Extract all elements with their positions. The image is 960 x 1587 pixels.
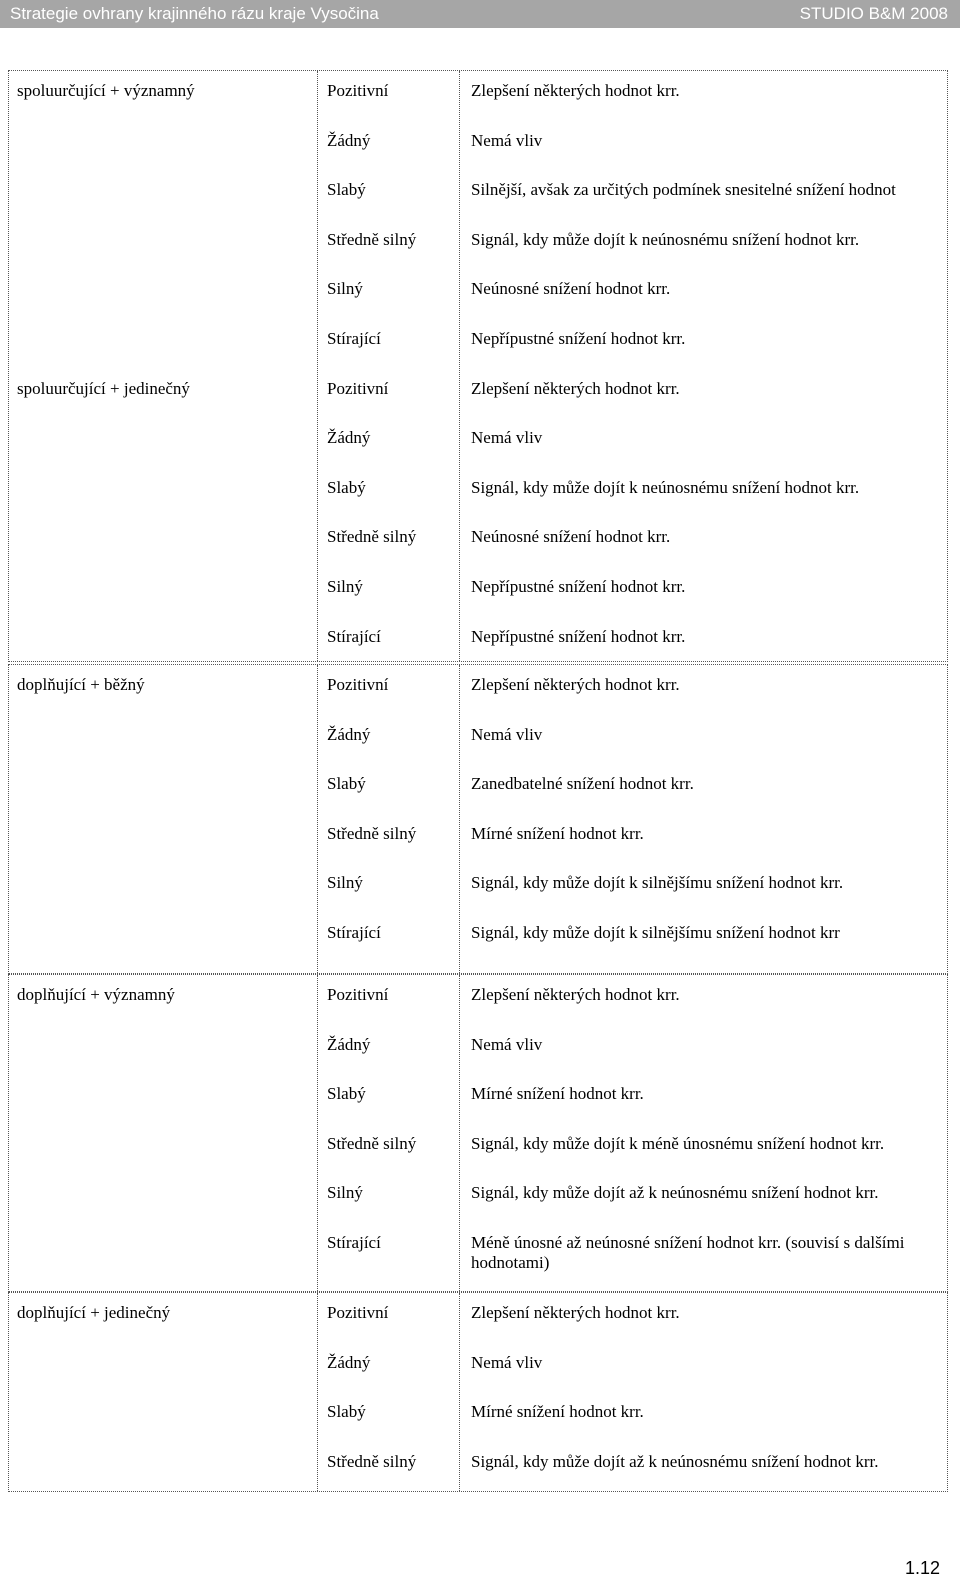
table-section [8,70,948,662]
effect-cell: Mírné snížení hodnot krr. [471,1402,644,1422]
document-title: Strategie ovhrany krajinného rázu kraje Vysočina [10,4,379,23]
level-cell: Středně silný [327,1451,417,1471]
level-cell: Silný [327,873,363,893]
effect-cell: Nemá vliv [471,130,543,150]
category-cell: spoluurčující + jedinečný [17,378,190,398]
level-cell: Středně silný [327,1133,417,1153]
table-row [9,1173,947,1223]
level-cell: Pozitivní [327,81,389,100]
level-cell: Žádný [327,428,371,448]
table-row [9,319,947,369]
table-row [9,1293,947,1343]
table-row [9,121,947,171]
effect-cell: Zlepšení některých hodnot krr. [471,81,680,100]
table-row [9,1392,947,1442]
level-cell: Středně silný [327,229,417,249]
studio-label: STUDIO B&M 2008 [799,4,948,23]
impact-table [8,70,948,1492]
category-cell: doplňující + jedinečný [17,1303,171,1322]
effect-cell: Signál, kdy může dojít k neúnosnému snížení hodnot krr. [471,477,860,497]
category-cell: doplňující + významný [17,985,175,1004]
category-cell: doplňující + běžný [17,675,145,694]
table-row [9,975,947,1025]
effect-cell: Signál, kdy může dojít k méně únosnému snížení hodnot krr. [471,1133,885,1153]
level-cell: Žádný [327,1352,371,1372]
level-cell: Žádný [327,1034,371,1054]
level-cell: Žádný [327,724,371,744]
level-cell: Slabý [327,180,366,200]
table-section [8,664,948,974]
effect-cell: Zanedbatelné snížení hodnot krr. [471,774,694,794]
level-cell: Stírající [327,328,381,348]
level-cell: Silný [327,1183,363,1203]
effect-cell: Méně únosné až neúnosné snížení hodnot krr. (souvisí s dalšími hodnotami) [471,1232,905,1272]
level-cell: Slabý [327,774,366,794]
effect-cell: Signál, kdy může dojít k neúnosnému snížení hodnot krr. [471,229,860,249]
level-cell: Žádný [327,130,371,150]
level-cell: Slabý [327,477,366,497]
table-section [8,974,948,1292]
level-cell: Stírající [327,626,381,646]
effect-cell: Zlepšení některých hodnot krr. [471,985,680,1004]
table-row [9,1074,947,1124]
effect-cell: Nemá vliv [471,724,543,744]
table-row [9,1223,947,1293]
table-row [9,1343,947,1393]
table-row [9,913,947,963]
table-row [9,170,947,220]
category-cell: spoluurčující + významný [17,81,195,100]
table-row [9,1124,947,1174]
table-row [9,418,947,468]
table-row [9,863,947,913]
page-number: 1.12 [904,1558,940,1578]
table-row [9,715,947,765]
effect-cell: Signál, kdy může dojít až k neúnosnému snížení hodnot krr. [471,1183,879,1203]
effect-cell: Nemá vliv [471,1352,543,1372]
effect-cell: Nepřípustné snížení hodnot krr. [471,576,686,596]
effect-cell: Nepřípustné snížení hodnot krr. [471,626,686,646]
effect-cell: Signál, kdy může dojít k silnějšímu snížení hodnot krr. [471,873,844,893]
level-cell: Stírající [327,1232,381,1252]
effect-cell: Nemá vliv [471,1034,543,1054]
level-cell: Středně silný [327,527,417,547]
level-cell: Stírající [327,922,381,942]
table-row [9,567,947,617]
table-section [8,1292,948,1492]
table-row [9,1025,947,1075]
effect-cell: Mírné snížení hodnot krr. [471,1084,644,1104]
level-cell: Pozitivní [327,675,389,694]
table-row [9,1442,947,1492]
table-row [9,269,947,319]
level-cell: Pozitivní [327,1303,389,1322]
table-row [9,665,947,715]
table-row [9,517,947,567]
level-cell: Slabý [327,1084,366,1104]
effect-cell: Zlepšení některých hodnot krr. [471,675,680,694]
effect-cell: Mírné snížení hodnot krr. [471,823,644,843]
level-cell: Pozitivní [327,985,389,1004]
effect-cell: Zlepšení některých hodnot krr. [471,1303,680,1322]
level-cell: Silný [327,576,363,596]
table-row [9,814,947,864]
effect-cell: Nepřípustné snížení hodnot krr. [471,328,686,348]
effect-cell: Signál, kdy může dojít k silnějšímu snížení hodnot krr [471,922,840,942]
page-header [0,0,960,28]
effect-cell: Neúnosné snížení hodnot krr. [471,527,671,547]
table-row [9,764,947,814]
effect-cell: Neúnosné snížení hodnot krr. [471,279,671,299]
level-cell: Silný [327,279,363,299]
table-row [9,71,947,121]
effect-cell: Zlepšení některých hodnot krr. [471,378,680,398]
table-row [9,468,947,518]
effect-cell: Signál, kdy může dojít až k neúnosnému snížení hodnot krr. [471,1451,879,1471]
effect-cell: Silnější, avšak za určitých podmínek snesitelné snížení hodnot [471,180,896,200]
table-row [9,369,947,419]
table-row [9,220,947,270]
level-cell: Pozitivní [327,378,389,398]
level-cell: Středně silný [327,823,417,843]
level-cell: Slabý [327,1402,366,1422]
table-row [9,617,947,667]
effect-cell: Nemá vliv [471,428,543,448]
